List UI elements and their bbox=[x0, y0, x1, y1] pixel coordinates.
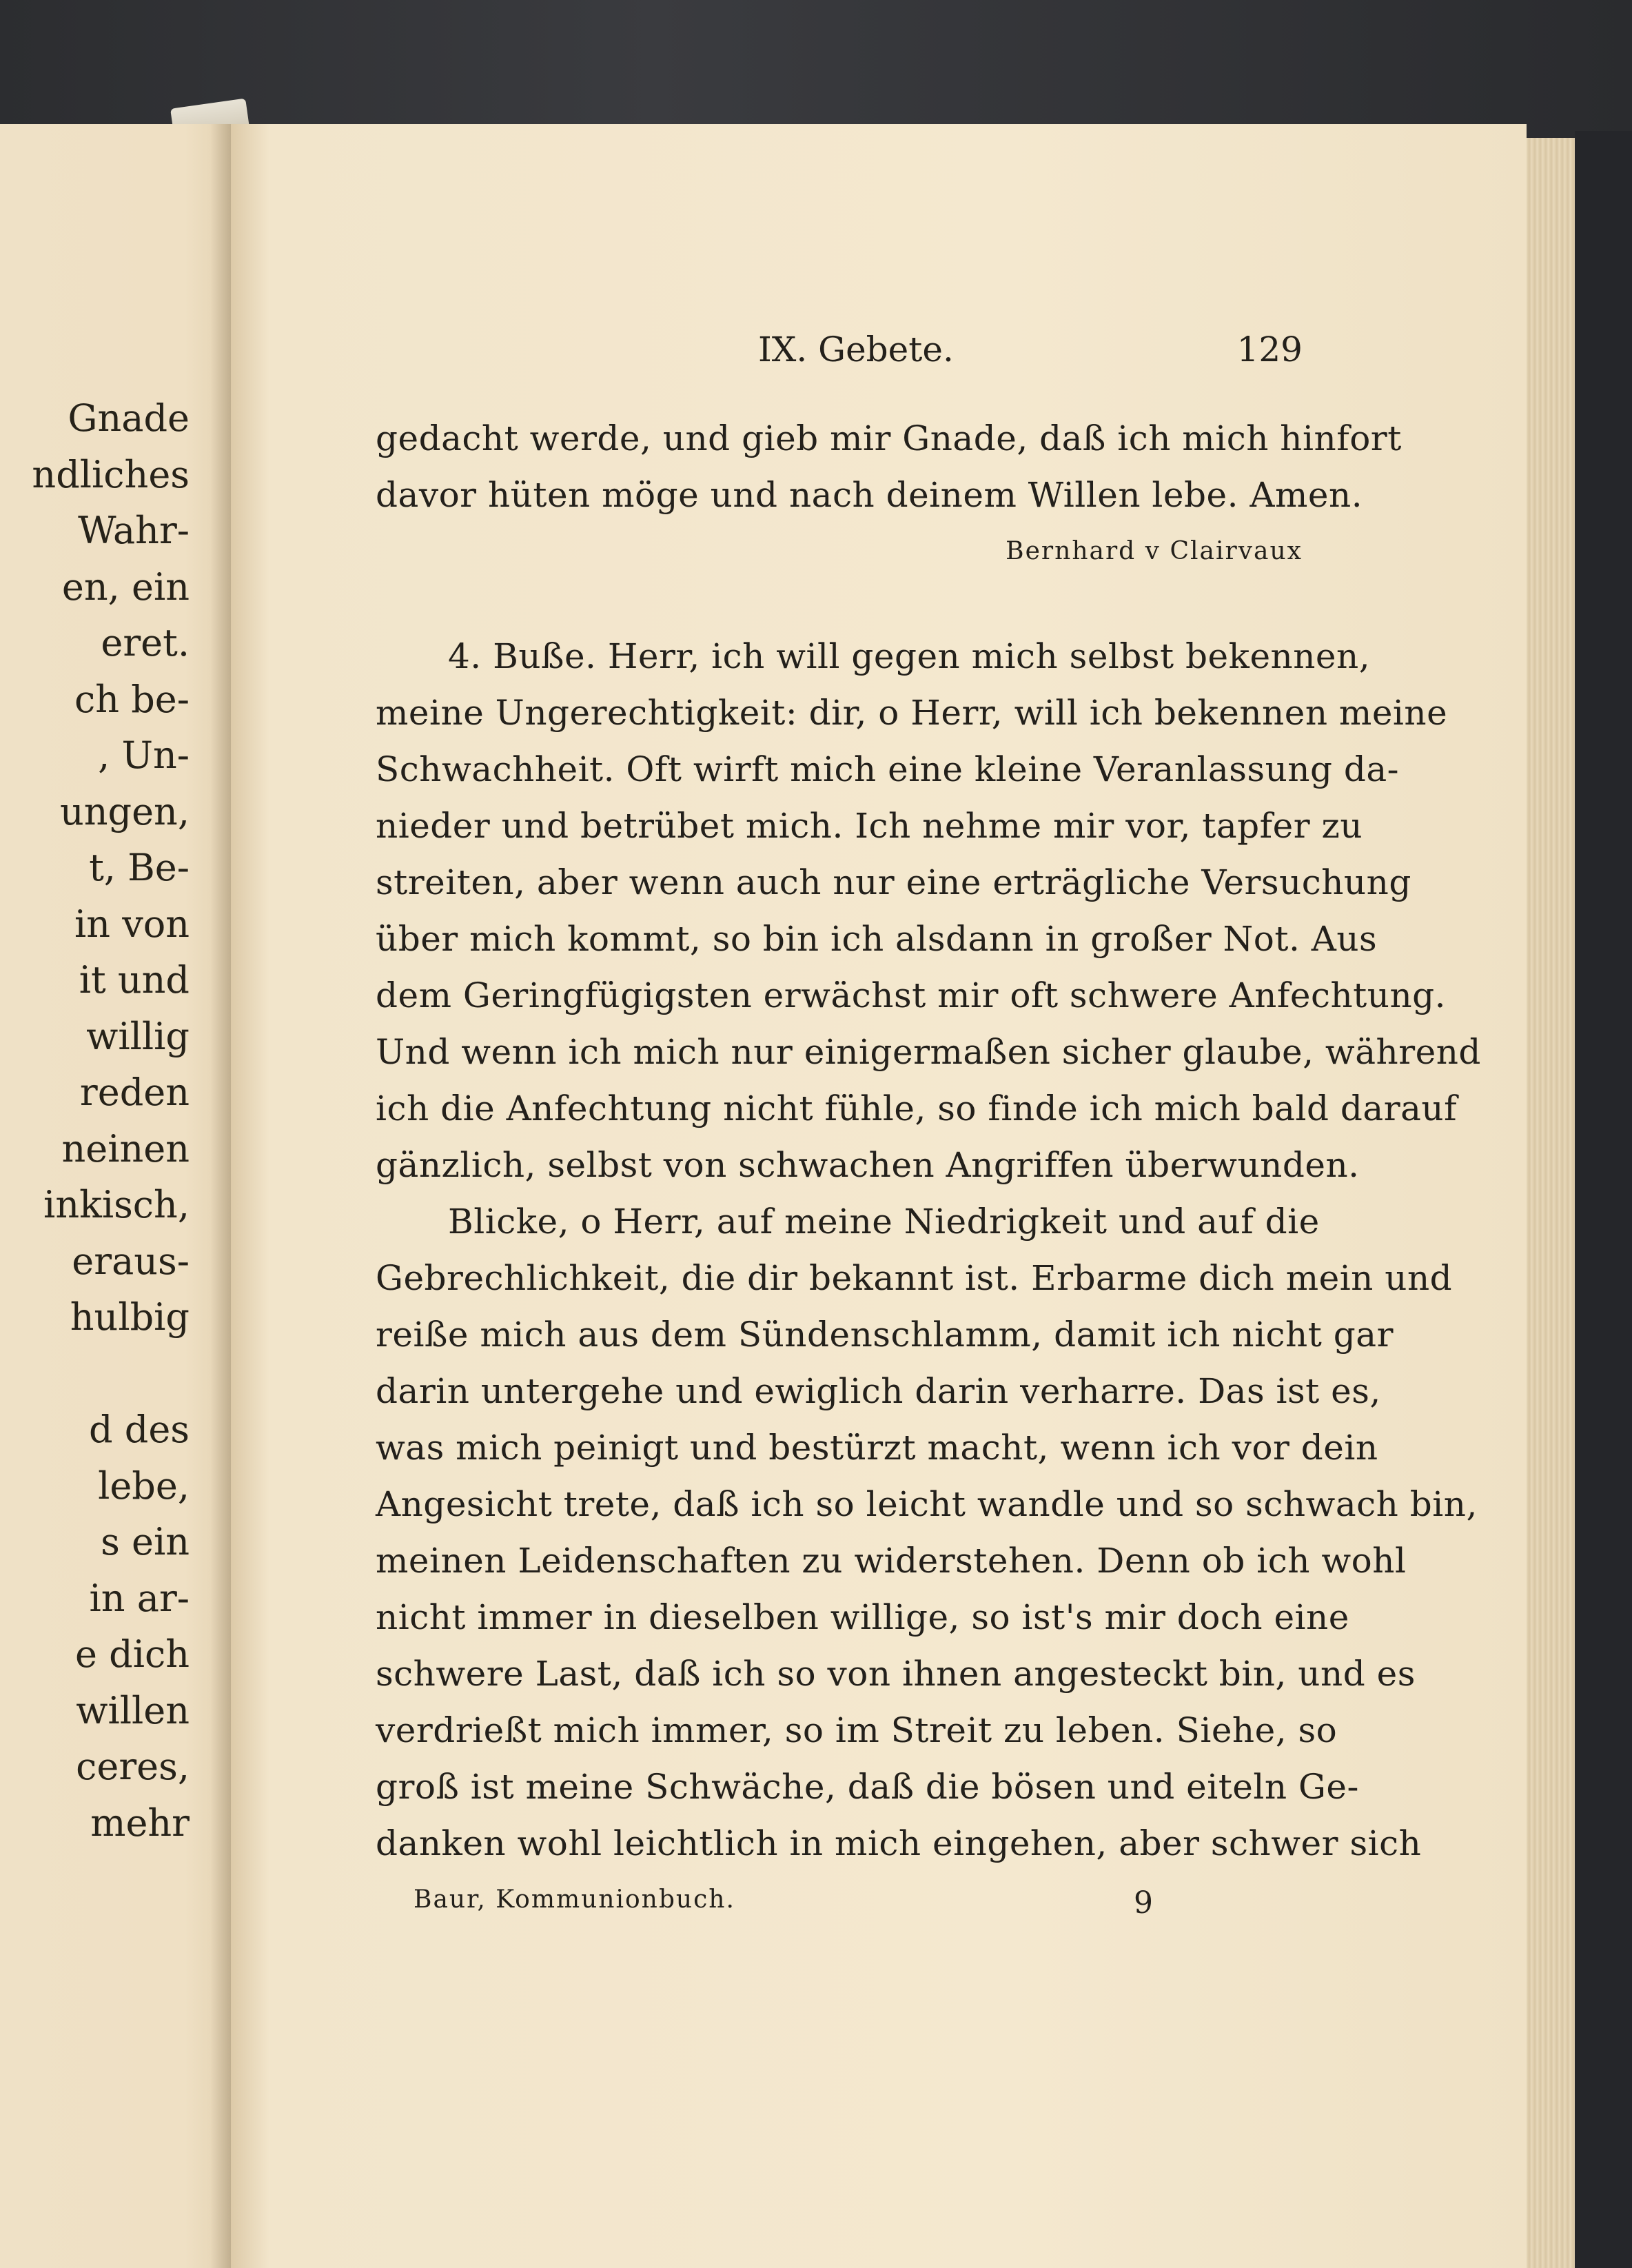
text-line: dem Geringfügigsten erwächst mir oft schwere Anfechtung. bbox=[376, 975, 1447, 1015]
section-title: IX. Gebete. bbox=[758, 330, 954, 369]
left-page-line: mehr bbox=[90, 1801, 190, 1845]
left-page-line: in ar- bbox=[89, 1576, 190, 1620]
left-page-line: ceres, bbox=[76, 1745, 190, 1788]
signature-number: 9 bbox=[1134, 1885, 1154, 1921]
printer-signature bbox=[414, 1885, 1172, 1927]
text-line: verdrießt mich immer, so im Streit zu leben. Siehe, so bbox=[376, 1710, 1338, 1750]
text-line: über mich kommt, so bin ich alsdann in großer Not. Aus bbox=[376, 919, 1378, 959]
left-page-line: lebe, bbox=[98, 1464, 190, 1508]
text-line: meine Ungerechtigkeit: dir, o Herr, will ich bekennen meine bbox=[376, 693, 1448, 733]
prayer-attribution: Bernhard v Clairvaux bbox=[1006, 537, 1303, 565]
text-line: schwere Last, daß ich so von ihnen angesteckt bin, und es bbox=[376, 1654, 1416, 1694]
section-gap bbox=[376, 580, 1303, 628]
left-page-line: ndliches bbox=[32, 452, 190, 496]
text-line: 4. Buße. Herr, ich will gegen mich selbst bekennen, bbox=[448, 636, 1371, 676]
text-line: gänzlich, selbst von schwachen Angriffen überwunden. bbox=[376, 1145, 1360, 1185]
text-line: Gebrechlichkeit, die dir bekannt ist. Erbarme dich mein und bbox=[376, 1258, 1453, 1298]
text-line: danken wohl leichtlich in mich eingehen, aber schwer sich bbox=[376, 1823, 1422, 1863]
paragraph-busse bbox=[376, 628, 1481, 1193]
text-line: davor hüten möge und nach deinem Willen lebe. Amen. bbox=[376, 475, 1363, 515]
page-body bbox=[376, 410, 1481, 1872]
page-number: 129 bbox=[1236, 330, 1303, 369]
left-page-line: s ein bbox=[101, 1520, 190, 1563]
paragraph-blicke bbox=[376, 1193, 1478, 1872]
left-page-line: it und bbox=[79, 958, 190, 1002]
left-page-line: ungen, bbox=[59, 789, 190, 833]
text-line: groß ist meine Schwäche, daß die bösen und eiteln Ge- bbox=[376, 1767, 1359, 1807]
signature-text: Baur, Kommunionbuch. bbox=[414, 1885, 735, 1914]
left-page-line: Gnade bbox=[68, 396, 190, 440]
left-page-gutter-shadow bbox=[210, 124, 231, 2268]
left-page-line: willen bbox=[76, 1688, 190, 1732]
text-line: Angesicht trete, daß ich so leicht wandle und so schwach bin, bbox=[376, 1484, 1478, 1524]
text-line: meinen Leidenschaften zu widerstehen. Denn ob ich wohl bbox=[376, 1541, 1407, 1581]
left-page-line: en, ein bbox=[61, 565, 190, 609]
left-page-line: inkisch, bbox=[43, 1183, 190, 1226]
left-page-line: t, Be- bbox=[89, 846, 190, 889]
left-page-line: hulbig bbox=[70, 1295, 190, 1339]
text-line: reiße mich aus dem Sündenschlamm, damit ich nicht gar bbox=[376, 1315, 1394, 1355]
text-line: Und wenn ich mich nur einigermaßen sicher glaube, während bbox=[376, 1032, 1481, 1072]
back-cover-edge bbox=[1575, 131, 1632, 2268]
left-page-line: , Un- bbox=[98, 733, 190, 777]
text-line: streiten, aber wenn auch nur eine erträgliche Versuchung bbox=[376, 862, 1411, 902]
page-edges bbox=[1527, 138, 1575, 2268]
text-line: was mich peinigt und bestürzt macht, wenn ich vor dein bbox=[376, 1428, 1378, 1468]
left-page-line: eraus- bbox=[72, 1239, 190, 1283]
left-page-line: willig bbox=[86, 1014, 190, 1058]
left-page-line: eret. bbox=[101, 621, 190, 665]
text-line: nieder und betrübet mich. Ich nehme mir vor, tapfer zu bbox=[376, 806, 1363, 846]
left-page-line: neinen bbox=[61, 1126, 190, 1171]
text-line: ich die Anfechtung nicht fühle, so finde ich mich bald darauf bbox=[376, 1089, 1458, 1128]
text-line: Blicke, o Herr, auf meine Niedrigkeit und auf die bbox=[448, 1202, 1320, 1242]
running-header bbox=[758, 330, 1303, 385]
text-line: darin untergehe und ewiglich darin verharre. Das ist es, bbox=[376, 1371, 1381, 1411]
left-page-line: ch be- bbox=[74, 677, 190, 721]
left-page-line: e dich bbox=[75, 1632, 190, 1676]
left-page-line: d des bbox=[89, 1408, 190, 1451]
left-page-line: reden bbox=[79, 1071, 190, 1114]
text-line: gedacht werde, und gieb mir Gnade, daß ich mich hinfort bbox=[376, 418, 1402, 458]
left-page bbox=[0, 124, 231, 2268]
left-page-line: in von bbox=[74, 902, 190, 946]
text-line: Schwachheit. Oft wirft mich eine kleine Veranlassung da- bbox=[376, 749, 1400, 789]
left-page-line: Wahr- bbox=[78, 509, 190, 552]
text-line: nicht immer in dieselben willige, so ist's mir doch eine bbox=[376, 1597, 1349, 1637]
